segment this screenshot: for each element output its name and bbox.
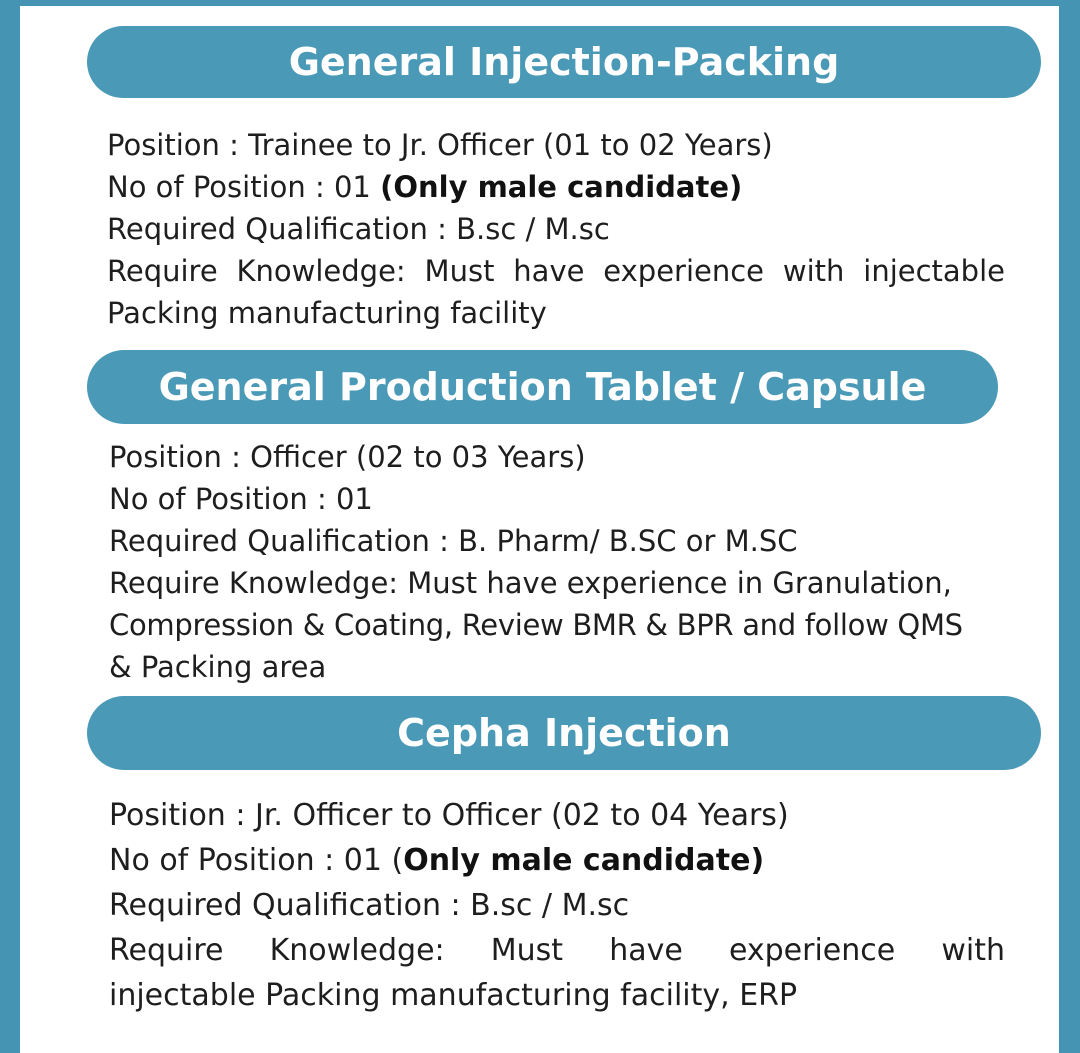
knowledge-text-line-3: & Packing area [109, 650, 327, 684]
section-details-general-injection-packing [107, 124, 1005, 334]
male-candidate-note: (Only male candidate) [380, 170, 743, 204]
knowledge-text-line-1: Require Knowledge: Must have experience with [109, 933, 1005, 968]
position-text: Position : Trainee to Jr. Officer (01 to 02 Years) [107, 128, 773, 162]
job-posting-page [20, 6, 1059, 1053]
knowledge-text-line-2: injectable Packing manufacturing facility, ERP [109, 978, 798, 1013]
no-of-position-text: No of Position : 01 [107, 170, 381, 204]
qualification-text: Required Qualification : B. Pharm/ B.SC or M.SC [109, 524, 798, 558]
male-candidate-note: Only male candidate) [403, 843, 765, 878]
section-details-cepha-injection [109, 793, 1005, 1018]
section-heading-general-injection-packing: General Injection-Packing [87, 26, 1041, 98]
section-heading-general-production-tablet-capsule: General Production Tablet / Capsule [87, 350, 998, 424]
knowledge-text-line-1: Require Knowledge: Must have experience with injectable [107, 254, 1005, 288]
position-text: Position : Jr. Officer to Officer (02 to 04 Years) [109, 798, 789, 833]
knowledge-text-line-1: Require Knowledge: Must have experience in Granulation, [109, 566, 952, 600]
qualification-text: Required Qualification : B.sc / M.sc [109, 888, 630, 923]
knowledge-text-line-2: Packing manufacturing facility [107, 296, 547, 330]
no-of-position-row [109, 838, 1005, 883]
qualification-text: Required Qualification : B.sc / M.sc [107, 212, 610, 246]
knowledge-text-line-2: Compression & Coating, Review BMR & BPR and follow QMS [109, 608, 963, 642]
section-heading-cepha-injection: Cepha Injection [87, 696, 1041, 770]
no-of-position-text: No of Position : 01 [109, 482, 373, 516]
no-of-position-text: No of Position : 01 ( [109, 843, 404, 878]
position-text: Position : Officer (02 to 03 Years) [109, 440, 586, 474]
section-details-general-production-tablet-capsule [109, 436, 1009, 688]
no-of-position-row [107, 166, 1005, 208]
